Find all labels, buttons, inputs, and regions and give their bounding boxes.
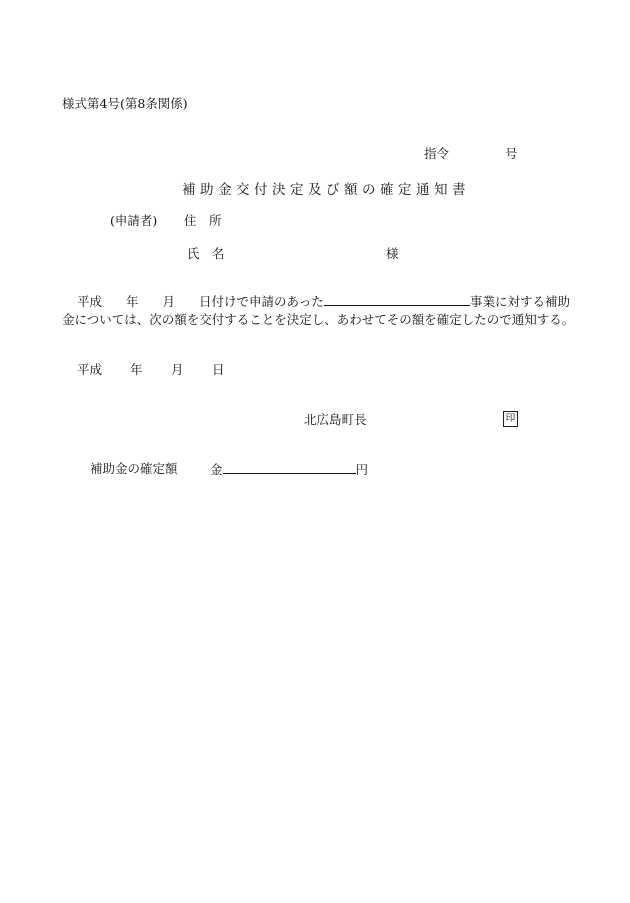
body-year: 年 [126,294,139,309]
seal-mark: 印 [503,411,518,427]
date-month: 月 [171,362,184,377]
issuer-name: 北広島町長 [304,412,367,427]
honorific: 様 [386,246,399,261]
amount-line [210,461,368,478]
amount-unit: 円 [355,462,369,477]
name-label: 氏 名 [187,246,225,261]
project-name-blank [324,293,470,306]
document-title: 補助金交付決定及び額の確定通知書 [182,182,470,198]
amount-blank [223,461,356,474]
applicant-role: (申請者) [110,213,158,228]
body-text-before-blank: 日付けで申請のあった [199,294,324,309]
body-month: 月 [162,294,176,309]
form-label: 様式第4号(第8条関係) [62,96,188,111]
body-text-after-blank: 事業に対する補助金については、次の額を交付することを決定し、あわせてその額を確定したので通知する。 [62,294,575,327]
date-day: 日 [212,362,225,377]
amount-prefix: 金 [210,462,223,477]
address-label: 住 所 [184,213,222,228]
date-era: 平成 [77,362,103,377]
date-year: 年 [130,362,143,377]
directive-label: 指令 [424,146,450,161]
amount-label: 補助金の確定額 [90,461,178,476]
directive-suffix: 号 [505,146,518,161]
body-era: 平成 [77,294,103,309]
body-paragraph [62,293,582,329]
